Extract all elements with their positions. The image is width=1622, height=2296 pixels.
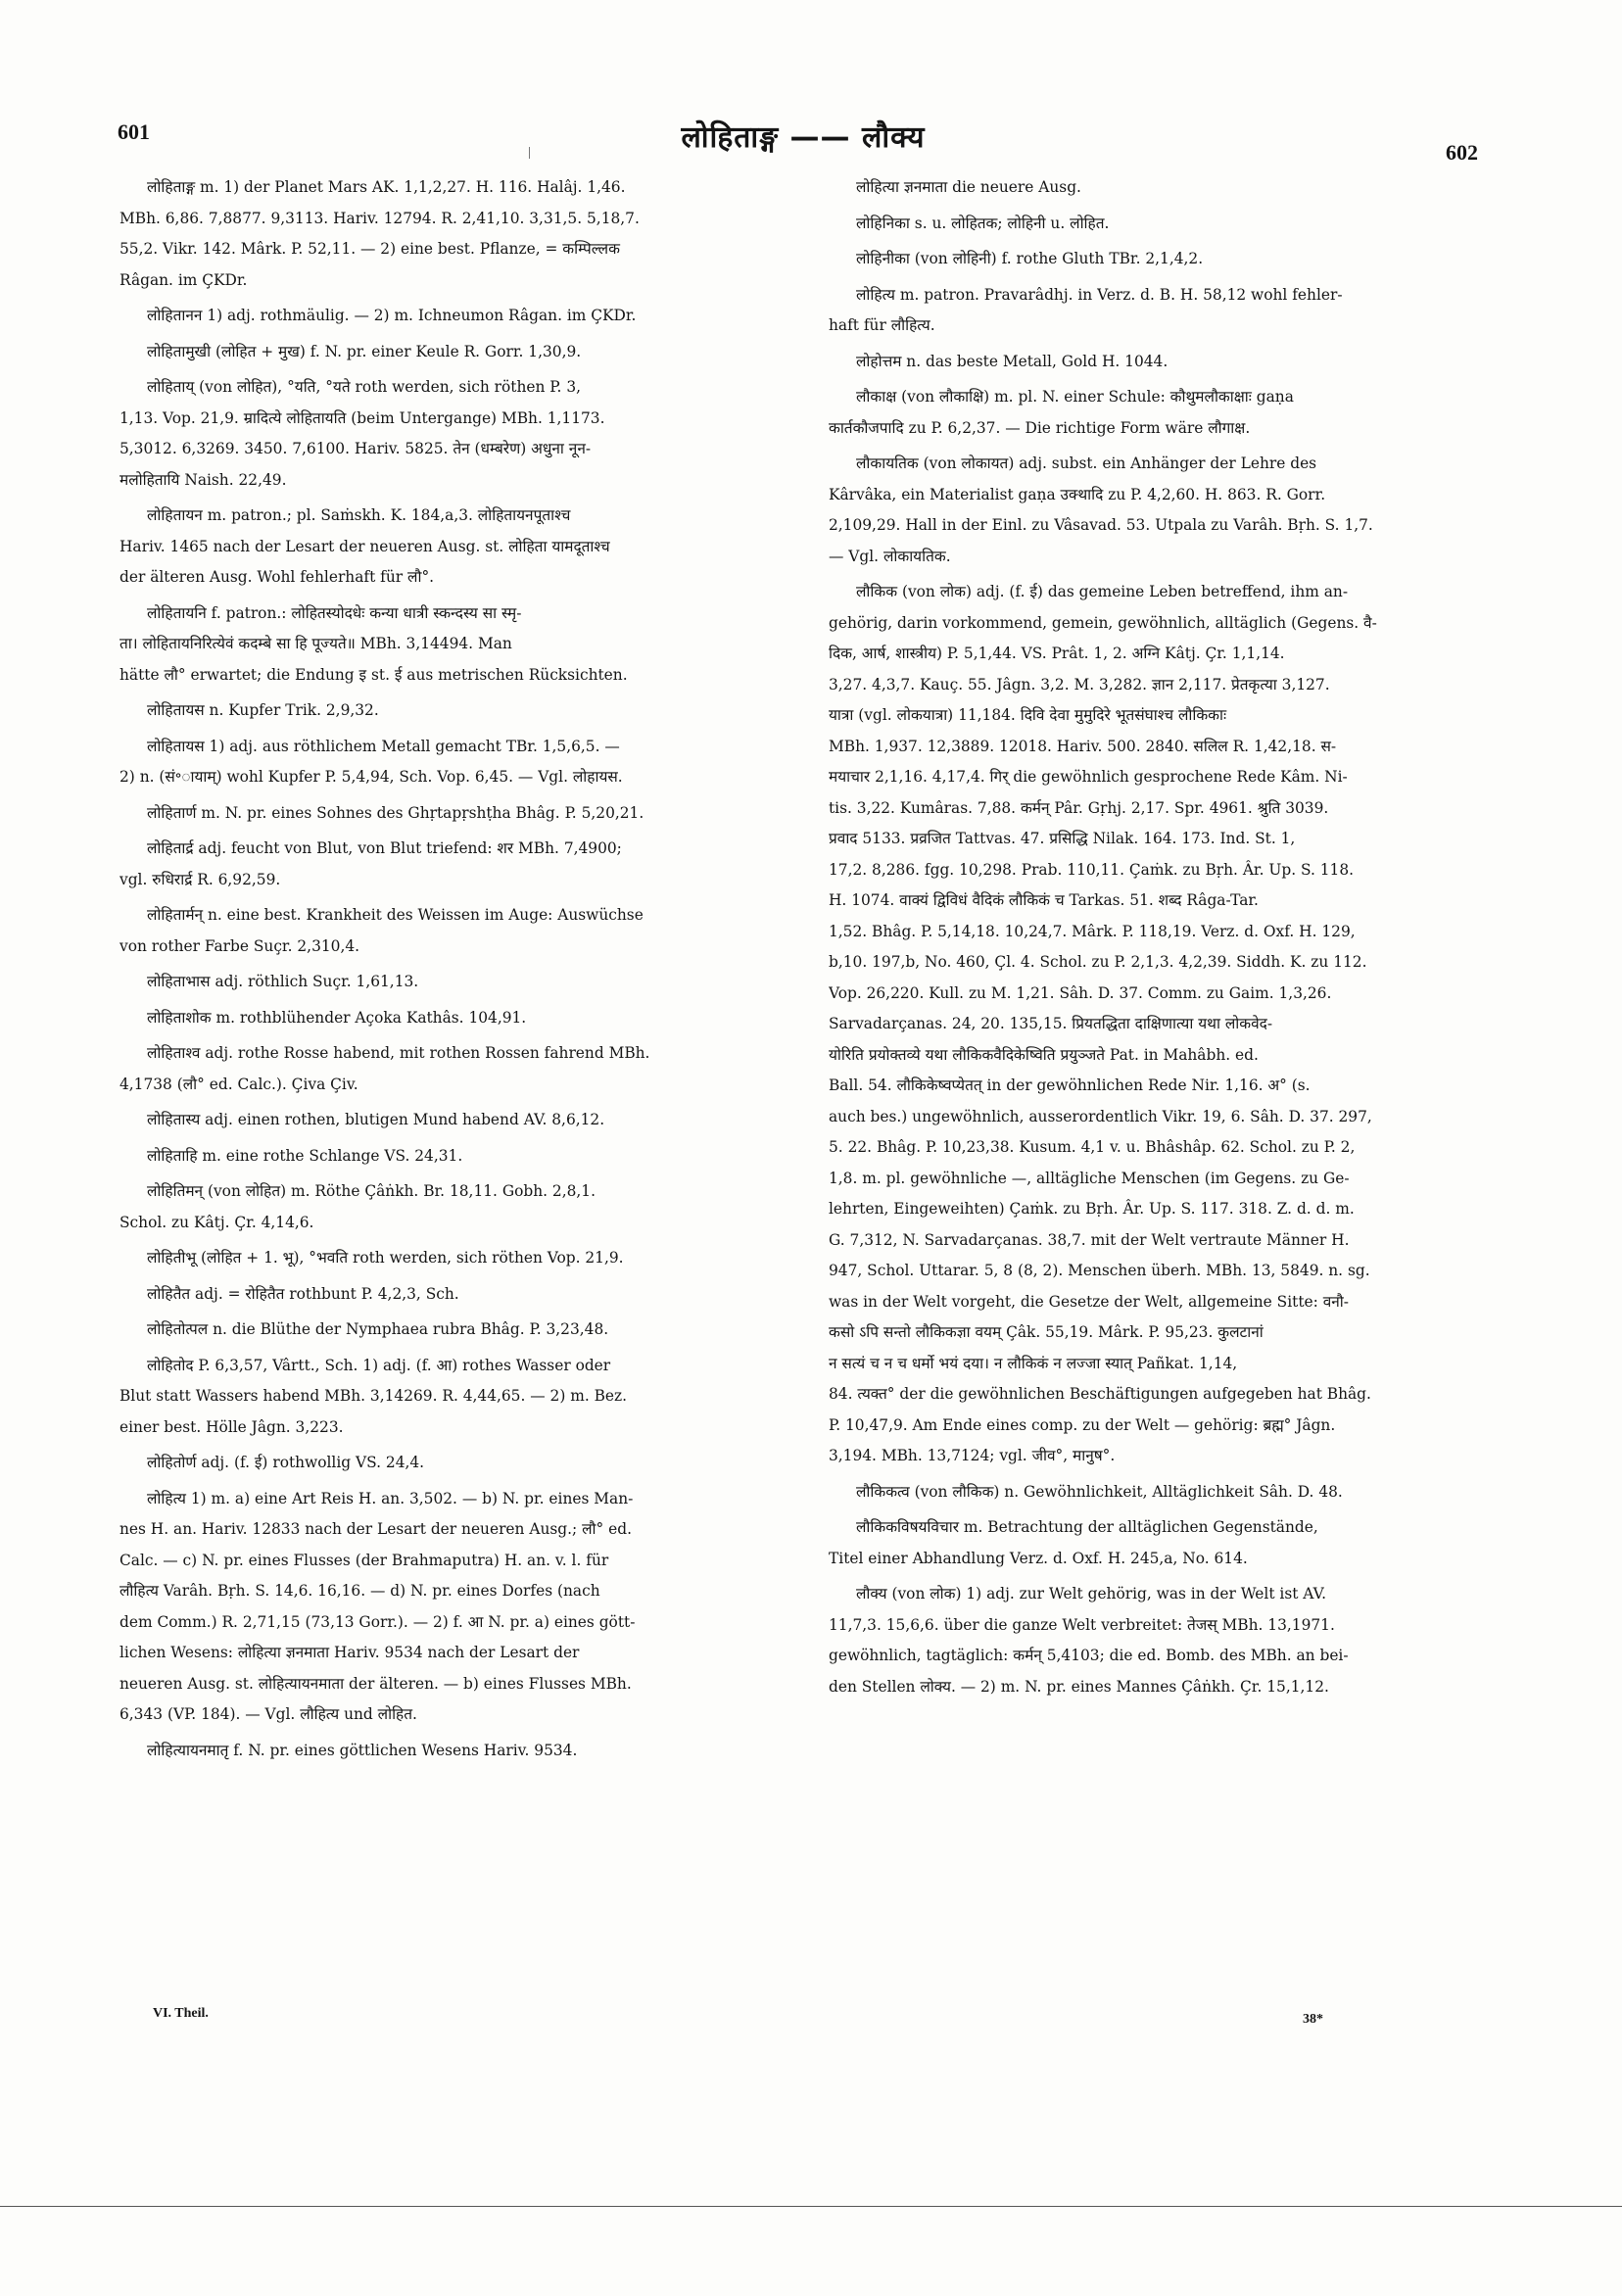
entry-headline: लोहित्यायनमातृ f. N. pr. eines göttlichen Wesens Hariv. 9534. [147, 1741, 578, 1759]
entry-headline: लोहितोद P. 6,3,57, Vârtt., Sch. 1) adj. (f. आ) rothes Wasser oder [147, 1356, 611, 1374]
dictionary-entry [119, 1038, 774, 1100]
dictionary-entry [829, 209, 1489, 240]
entry-line: 1,8. m. pl. gewöhnliche —, alltägliche Menschen (im Gegens. zu Ge- [829, 1169, 1350, 1187]
dictionary-entry [119, 372, 774, 496]
dictionary-entry [119, 1243, 774, 1274]
entry-line: 3,27. 4,3,7. Kauç. 55. Jâgn. 3,2. M. 3,282. ज्ञान 2,117. प्रेतकृत्या 3,127. [829, 675, 1330, 694]
right-column [829, 172, 1489, 1707]
entry-line: MBh. 1,937. 12,3889. 12018. Hariv. 500. 2840. सलिल R. 1,42,18. स- [829, 737, 1337, 755]
entry-headline: लोहितोर्ण adj. (f. ई) rothwollig VS. 24,4. [147, 1454, 425, 1471]
entry-headline: लोहोत्तम n. das beste Metall, Gold H. 1044. [856, 352, 1169, 370]
dictionary-entry [119, 301, 774, 332]
entry-line: 3,194. MBh. 13,7124; vgl. जीव°, मानुष°. [829, 1447, 1116, 1464]
entry-line: b,10. 197,b, No. 460, Çl. 4. Schol. zu P. 2,1,3. 4,2,39. Siddh. K. zu 112. [829, 953, 1367, 971]
entry-line: auch bes.) ungewöhnlich, ausserordentlich Vikr. 19, 6. Sâh. D. 37. 297, [829, 1107, 1372, 1125]
entry-line: 1,13. Vop. 21,9. म्रादित्ये लोहितायति (beim Untergange) MBh. 1,1173. [119, 408, 605, 427]
dictionary-entry [829, 244, 1489, 275]
dictionary-entry [119, 695, 774, 727]
entry-line: Sarvadarçanas. 24, 20. 135,15. प्रियतद्धिता दाक्षिणात्या यथा लोकवेद- [829, 1015, 1273, 1032]
entry-headline: लौकिकत्व (von लौकिक) n. Gewöhnlichkeit, Alltäglichkeit Sâh. D. 48. [856, 1482, 1343, 1501]
dictionary-entry [119, 1105, 774, 1136]
entry-line: dem Comm.) R. 2,71,15 (73,13 Gorr.). — 2) f. आ N. pr. a) eines gött- [119, 1612, 636, 1631]
entry-line: der älteren Ausg. Wohl fehlerhaft für लौ°. [119, 568, 435, 586]
dictionary-entry [119, 967, 774, 998]
entry-headline: लोहितार्मन् n. eine best. Krankheit des Weissen im Auge: Auswüchse [147, 906, 644, 924]
entry-line: 947, Schol. Uttarar. 5, 8 (8, 2). Menschen überh. MBh. 13, 5849. n. sg. [829, 1262, 1370, 1279]
entry-headline: लोहितायनि f. patron.: लोहितस्योदधेः कन्या धात्री स्कन्दस्य सा स्मृ- [147, 603, 522, 622]
entry-line: Kârvâka, ein Materialist gaṇa उक्थादि zu P. 4,2,60. H. 863. R. Gorr. [829, 485, 1326, 503]
entry-line: कार्तकौजपादि zu P. 6,2,37. — Die richtige Form wäre लौगाक्ष. [829, 418, 1251, 437]
entry-line: Titel einer Abhandlung Verz. d. Oxf. H. 245,a, No. 614. [829, 1549, 1248, 1567]
entry-line: was in der Welt vorgeht, die Gesetze der Welt, allgemeine Sitte: वनौ- [829, 1292, 1349, 1311]
dictionary-entry [829, 449, 1489, 572]
entry-line: haft für लौहित्य. [829, 316, 935, 334]
entry-line: neueren Ausg. st. लोहित्यायनमाता der älteren. — b) eines Flusses MBh. [119, 1674, 632, 1693]
entry-headline: लौक्य (von लोक) 1) adj. zur Welt gehörig, was in der Welt ist AV. [856, 1585, 1326, 1602]
entry-line: Hariv. 1465 nach der Lesart der neueren Ausg. st. लोहिता यामदूताश्च [119, 537, 610, 555]
entry-headline: लोहितीभू (लोहित + 1. भू), °भवति roth werden, sich röthen Vop. 21,9. [147, 1249, 624, 1267]
entry-line: H. 1074. वाक्यं द्विविधं वैदिकं लौकिकं च Tarkas. 51. शब्द Râga-Tar. [829, 891, 1259, 909]
entry-line: von rother Farbe Suçr. 2,310,4. [119, 936, 360, 955]
entry-line: Râgan. im ÇKDr. [119, 270, 248, 289]
entry-headline: लोहितास्य adj. einen rothen, blutigen Mund habend AV. 8,6,12. [147, 1111, 605, 1128]
entry-headline: लोहितार्द्र adj. feucht von Blut, von Blut triefend: शर MBh. 7,4900; [147, 839, 622, 857]
entry-headline: लोहितायन m. patron.; pl. Saṁskh. K. 184,a,3. लोहितायनपूताश्च [147, 506, 571, 524]
entry-line: tis. 3,22. Kumâras. 7,88. कर्मन् Pâr. Gṛhj. 2,17. Spr. 4961. श्रुति 3039. [829, 798, 1329, 817]
entry-line: दिक, आर्ष, शास्त्रीय) P. 5,1,44. VS. Prât. 1, 2. अग्नि Kâtj. Çr. 1,1,14. [829, 645, 1285, 662]
entry-line: यात्रा (vgl. लोकयात्रा) 11,184. दिवि देवा मुमुदिरे भूतसंघाश्च लौकिकाः [829, 706, 1227, 724]
dictionary-entry [119, 732, 774, 793]
dictionary-entry [119, 1484, 774, 1731]
entry-line: 2) n. (सं॰ायाम्) wohl Kupfer P. 5,4,94, Sch. Vop. 6,45. — Vgl. लोहायस. [119, 768, 623, 786]
dictionary-entry [119, 172, 774, 296]
entry-headline: लोहितानन 1) adj. rothmäulig. — 2) m. Ichneumon Râgan. im ÇKDr. [147, 307, 637, 324]
entry-headline: लोहितामुखी (लोहित + मुख) f. N. pr. einer Keule R. Gorr. 1,30,9. [147, 342, 582, 360]
entry-line: einer best. Hölle Jâgn. 3,223. [119, 1417, 344, 1436]
dictionary-entry [829, 172, 1489, 204]
entry-line: Vop. 26,220. Kull. zu M. 1,21. Sâh. D. 37. Comm. zu Gaim. 1,3,26. [829, 983, 1332, 1002]
entry-line: 4,1738 (लौ° ed. Calc.). Çiva Çiv. [119, 1075, 358, 1093]
sheet-number: 38* [1303, 2012, 1323, 2027]
entry-line: lehrten, Eingeweihten) Çaṁk. zu Bṛh. Âr. Up. S. 117. 318. Z. d. d. m. [829, 1200, 1355, 1218]
entry-line: मयाचार 2,1,16. 4,17,4. गिर् die gewöhnlich gesprochene Rede Kâm. Ni- [829, 768, 1348, 786]
entry-headline: लोहिताय् (von लोहित), °यति, °यते roth werden, sich röthen P. 3, [147, 378, 582, 396]
dictionary-entry [119, 1279, 774, 1311]
entry-line: Ball. 54. लौकिकेष्वप्येतत् in der gewöhnlichen Rede Nir. 1,16. अ° (s. [829, 1076, 1311, 1094]
entry-line: Schol. zu Kâtj. Çr. 4,14,6. [119, 1213, 314, 1231]
dictionary-entry [119, 1315, 774, 1346]
dictionary-entry [119, 1176, 774, 1238]
entry-line: gehörig, darin vorkommend, gemein, gewöhnlich, alltäglich (Gegens. वै- [829, 613, 1377, 632]
entry-line: प्रवाद 5133. प्रव्रजित Tattvas. 47. प्रसिद्धि Nilak. 164. 173. Ind. St. 1, [829, 830, 1296, 847]
entry-headline: लोहितिमन् (von लोहित) m. Röthe Çâṅkh. Br. 18,11. Gobh. 2,8,1. [147, 1182, 596, 1200]
entry-line: 17,2. 8,286. fgg. 10,298. Prab. 110,11. Çaṁk. zu Bṛh. Âr. Up. S. 118. [829, 860, 1355, 879]
entry-headline: लोहिनिका s. u. लोहितक; लोहिनी u. लोहित. [856, 214, 1110, 232]
page-number-right: 602 [1446, 140, 1478, 165]
entry-headline: लोहित्या ज्ञनमाता die neuere Ausg. [856, 178, 1081, 196]
entry-line: MBh. 6,86. 7,8877. 9,3113. Hariv. 12794. R. 2,41,10. 3,31,5. 5,18,7. [119, 209, 640, 227]
entry-line: ता। लोहितायनिरित्येवं कदम्बे सा हि पूज्यते॥ MBh. 3,14494. Man [119, 635, 512, 652]
entry-line: योरिति प्रयोक्तव्ये यथा लौकिकवैदिकेष्विति प्रयुञ्जते Pat. in Mahâbh. ed. [829, 1045, 1259, 1064]
entry-line: 6,343 (VP. 184). — Vgl. लौहित्य und लोहित. [119, 1705, 417, 1723]
page-number-left: 601 [118, 120, 150, 144]
entry-headline: लौकिक (von लोक) adj. (f. ई) das gemeine Leben betreffend, ihm an- [856, 583, 1349, 600]
entry-headline: लोहिताश्व adj. rothe Rosse habend, mit rothen Rossen fahrend MBh. [147, 1044, 650, 1062]
dictionary-entry [829, 1477, 1489, 1508]
entry-line: मलोहितायि Naish. 22,49. [119, 470, 287, 489]
entry-line: Blut statt Wassers habend MBh. 3,14269. R. 4,44,65. — 2) m. Bez. [119, 1387, 628, 1405]
signature-mark: VI. Theil. [153, 2006, 209, 2021]
left-column [119, 172, 774, 1771]
dictionary-entry [829, 280, 1489, 342]
entry-headline: लोहितैत adj. = रोहितैत rothbunt P. 4,2,3, Sch. [147, 1284, 459, 1303]
dictionary-entry [119, 798, 774, 830]
entry-headline: लोहिनीका (von लोहिनी) f. rothe Gluth TBr. 2,1,4,2. [856, 250, 1204, 267]
entry-headline: लोहिताहि m. eine rothe Schlange VS. 24,31. [147, 1146, 463, 1165]
entry-line: gewöhnlich, tagtäglich: कर्मन् 5,4103; die ed. Bomb. des MBh. an bei- [829, 1647, 1349, 1664]
entry-headline: लोहिताशोक m. rothblühender Açoka Kathâs. 104,91. [147, 1008, 527, 1027]
dictionary-entry [119, 501, 774, 594]
entry-line: 5. 22. Bhâg. P. 10,23,38. Kusum. 4,1 v. u. Bhâshâp. 62. Schol. zu P. 2, [829, 1138, 1356, 1156]
print-mark [529, 147, 530, 159]
entry-line: 1,52. Bhâg. P. 5,14,18. 10,24,7. Mârk. P. 118,19. Verz. d. Oxf. H. 129, [829, 922, 1356, 940]
entry-headline: लौकायतिक (von लोकायत) adj. subst. ein Anhänger der Lehre des [856, 454, 1317, 472]
dictionary-entry [119, 337, 774, 368]
entry-line: Calc. — c) N. pr. eines Flusses (der Brahmaputra) H. an. v. l. für [119, 1551, 609, 1569]
entry-line: — Vgl. लोकायतिक. [829, 547, 951, 565]
entry-line: कसो ऽपि सन्तो लौकिकज्ञा वयम् Çâk. 55,19. Mârk. P. 95,23. कुलटानां [829, 1323, 1264, 1341]
entry-line: lichen Wesens: लोहित्या ज्ञनमाता Hariv. 9534 nach der Lesart der [119, 1644, 580, 1661]
dictionary-entry [829, 577, 1489, 1472]
entry-line: 55,2. Vikr. 142. Mârk. P. 52,11. — 2) eine best. Pflanze, = कम्पिल्लक [119, 240, 620, 258]
dictionary-entry [119, 1351, 774, 1444]
entry-line: vgl. रुधिरार्द्र R. 6,92,59. [119, 870, 281, 888]
dictionary-entry [119, 1736, 774, 1767]
running-head: लोहिताङ्ग —— लौक्य [681, 120, 926, 155]
entry-line: 5,3012. 6,3269. 3450. 7,6100. Hariv. 5825. तेन (धम्बरेण) अधुना नून- [119, 440, 592, 457]
entry-headline: लोहिताङ्ग m. 1) der Planet Mars AK. 1,1,2,27. H. 116. Halâj. 1,46. [147, 178, 626, 196]
dictionary-entry [829, 382, 1489, 444]
dictionary-entry [829, 1579, 1489, 1702]
entry-headline: लोहित्य m. patron. Pravarâdhj. in Verz. d. B. H. 58,12 wohl fehler- [856, 285, 1343, 304]
dictionary-entry [829, 347, 1489, 378]
entry-headline: लौकिकविषयविचार m. Betrachtung der alltäglichen Gegenstände, [856, 1518, 1318, 1536]
entry-line: nes H. an. Hariv. 12833 nach der Lesart der neueren Ausg.; लौ° ed. [119, 1520, 632, 1538]
bottom-rule [0, 2206, 1622, 2207]
entry-line: den Stellen लोक्य. — 2) m. N. pr. eines Mannes Çâṅkh. Çr. 15,1,12. [829, 1677, 1329, 1696]
entry-line: G. 7,312, N. Sarvadarçanas. 38,7. mit der Welt vertraute Männer H. [829, 1230, 1350, 1249]
dictionary-entry [119, 598, 774, 692]
entry-line: P. 10,47,9. Am Ende eines comp. zu der Welt — gehörig: ब्रह्म° Jâgn. [829, 1415, 1336, 1434]
entry-headline: लोहिताभास adj. röthlich Suçr. 1,61,13. [147, 973, 419, 990]
dictionary-entry [829, 1512, 1489, 1574]
dictionary-entry [119, 834, 774, 895]
dictionary-entry [119, 1448, 774, 1479]
entry-headline: लोहितोत्पल n. die Blüthe der Nymphaea rubra Bhâg. P. 3,23,48. [147, 1320, 609, 1338]
dictionary-entry [119, 1141, 774, 1172]
entry-line: 11,7,3. 15,6,6. über die ganze Welt verbreitet: तेजस् MBh. 13,1971. [829, 1615, 1335, 1634]
entry-headline: लोहित्य 1) m. a) eine Art Reis H. an. 3,502. — b) N. pr. eines Man- [147, 1489, 634, 1507]
entry-headline: लोहितायस n. Kupfer Trik. 2,9,32. [147, 701, 379, 719]
entry-headline: लोहितायस 1) adj. aus röthlichem Metall gemacht TBr. 1,5,6,5. — [147, 737, 620, 755]
entry-line: 2,109,29. Hall in der Einl. zu Vâsavad. 53. Utpala zu Varâh. Bṛh. S. 1,7. [829, 516, 1373, 534]
entry-line: न सत्यं च न च धर्मो भयं दया। न लौकिकं न लज्जा स्यात् Pañkat. 1,14, [829, 1354, 1238, 1372]
entry-headline: लोहितार्ण m. N. pr. eines Sohnes des Ghṛtapṛshṭha Bhâg. P. 5,20,21. [147, 803, 644, 822]
entry-line: 84. त्यक्त° der die gewöhnlichen Beschäftigungen aufgegeben hat Bhâg. [829, 1385, 1371, 1403]
dictionary-entry [119, 1003, 774, 1034]
entry-line: hätte लौ° erwartet; die Endung इ st. ई aus metrischen Rücksichten. [119, 665, 628, 684]
dictionary-entry [119, 900, 774, 962]
entry-headline: लौकाक्ष (von लौकाक्षि) m. pl. N. einer Schule: कौथुमलौकाक्षाः gaṇa [856, 388, 1294, 406]
entry-line: लौहित्य Varâh. Bṛh. S. 14,6. 16,16. — d) N. pr. eines Dorfes (nach [119, 1582, 600, 1600]
